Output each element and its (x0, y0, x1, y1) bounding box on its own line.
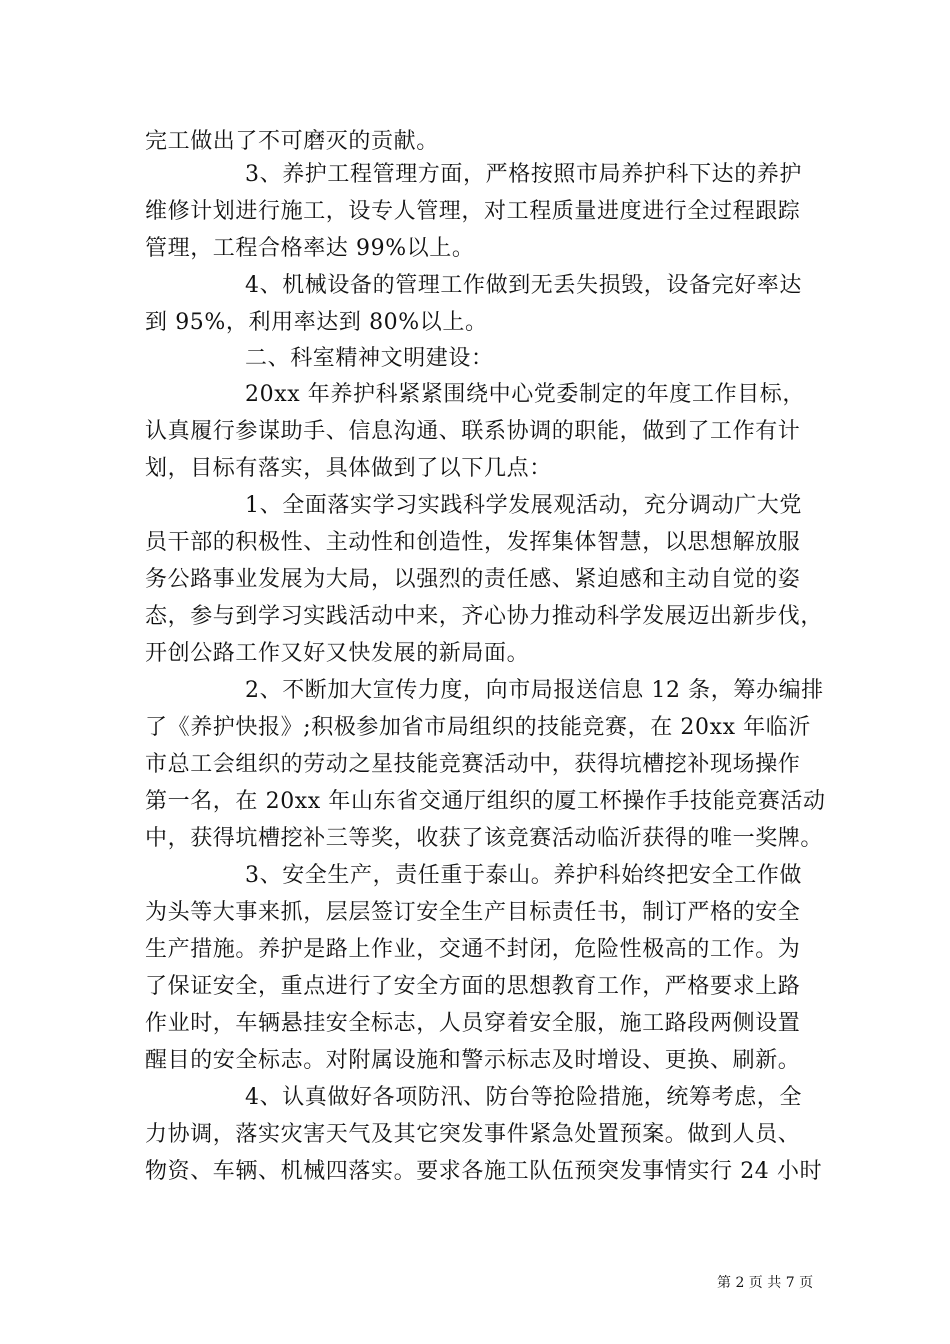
text-line-10: 划，目标有落实，具体做到了以下几点： (145, 456, 552, 481)
text-line-15: 开创公路工作又好又快发展的新局面。 (145, 641, 530, 666)
text-line-21: 3、安全生产，责任重于泰山。养护科始终把安全工作做 (245, 863, 802, 888)
text-line-19: 第一名，在 20xx 年山东省交通厅组织的厦工杯操作手技能竞赛活动 (145, 789, 826, 814)
text-line-6: 到 95%，利用率达到 80%以上。 (145, 310, 488, 335)
text-line-13: 务公路事业发展为大局，以强烈的责任感、紧迫感和主动自觉的姿 (145, 567, 801, 592)
text-line-29: 物资、车辆、机械四落实。要求各施工队伍预突发事情实行 24 小时 (145, 1159, 823, 1184)
text-line-9: 认真履行参谋助手、信息沟通、联系协调的职能，做到了工作有计 (145, 419, 801, 444)
section-heading: 二、科室精神文明建设： (245, 346, 494, 371)
page-number: 第 2 页 共 7 页 (717, 1275, 814, 1291)
text-line-17: 了《养护快报》;积极参加省市局组织的技能竞赛，在 20xx 年临沂 (145, 715, 812, 740)
text-line-5: 4、机械设备的管理工作做到无丢失损毁，设备完好率达 (245, 273, 802, 298)
text-line-22: 为头等大事来抓，层层签订安全生产目标责任书，制订严格的安全 (145, 900, 801, 925)
text-line-24: 了保证安全，重点进行了安全方面的思想教育工作，严格要求上路 (145, 974, 801, 999)
text-line-2: 3、养护工程管理方面，严格按照市局养护科下达的养护 (245, 162, 802, 187)
text-line-27: 4、认真做好各项防汛、防台等抢险措施，统筹考虑，全 (245, 1085, 802, 1110)
text-line-14: 态，参与到学习实践活动中来，齐心协力推动科学发展迈出新步伐， (145, 604, 824, 629)
text-line-25: 作业时，车辆悬挂安全标志，人员穿着安全服，施工路段两侧设置 (145, 1011, 801, 1036)
text-line-3: 维修计划进行施工，设专人管理，对工程质量进度进行全过程跟踪 (145, 199, 801, 224)
text-line-16: 2、不断加大宣传力度，向市局报送信息 12 条，筹办编排 (245, 678, 824, 703)
text-line-28: 力协调，落实灾害天气及其它突发事件紧急处置预案。做到人员、 (145, 1122, 801, 1147)
text-line-11: 1、全面落实学习实践科学发展观活动，充分调动广大党 (245, 493, 802, 518)
text-line-23: 生产措施。养护是路上作业，交通不封闭，危险性极高的工作。为 (145, 937, 801, 962)
text-line-12: 员干部的积极性、主动性和创造性，发挥集体智慧，以思想解放服 (145, 530, 801, 555)
text-line-26: 醒目的安全标志。对附属设施和警示标志及时增设、更换、刷新。 (145, 1048, 801, 1073)
text-line-18: 市总工会组织的劳动之星技能竞赛活动中，获得坑槽挖补现场操作 (145, 752, 801, 777)
text-line-1: 完工做出了不可磨灭的贡献。 (145, 129, 439, 154)
text-line-8: 20xx 年养护科紧紧围绕中心党委制定的年度工作目标， (245, 382, 806, 407)
text-line-4: 管理，工程合格率达 99%以上。 (145, 236, 475, 261)
text-line-20: 中，获得坑槽挖补三等奖，收获了该竞赛活动临沂获得的唯一奖牌。 (145, 826, 824, 851)
